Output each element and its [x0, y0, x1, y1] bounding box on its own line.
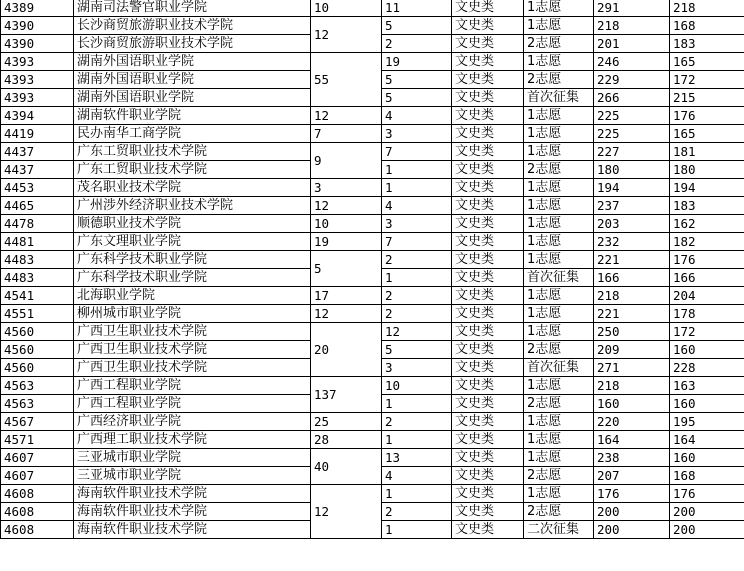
category-cell: 文史类: [452, 413, 524, 431]
round-cell: 2志愿: [524, 395, 594, 413]
admitted-count-cell: 1: [382, 179, 452, 197]
min-score-cell: 204: [670, 287, 744, 305]
table-row: [1, 251, 744, 269]
round-cell: 2志愿: [524, 503, 594, 521]
admitted-count-cell: 5: [382, 341, 452, 359]
plan-count-cell: 9: [311, 143, 382, 179]
round-cell: 首次征集: [524, 89, 594, 107]
school-code-cell: 4465: [1, 197, 74, 215]
round-cell: 1志愿: [524, 431, 594, 449]
min-score-cell: 200: [670, 521, 744, 539]
school-name-cell: 广东科学技术职业学院: [74, 269, 311, 287]
max-score-cell: 166: [594, 269, 670, 287]
plan-count-cell: 5: [311, 251, 382, 287]
admitted-count-cell: 4: [382, 197, 452, 215]
category-cell: 文史类: [452, 377, 524, 395]
school-code-cell: 4393: [1, 53, 74, 71]
table-row: [1, 125, 744, 143]
category-cell: 文史类: [452, 197, 524, 215]
category-cell: 文史类: [452, 125, 524, 143]
max-score-cell: 238: [594, 449, 670, 467]
round-cell: 1志愿: [524, 215, 594, 233]
school-code-cell: 4560: [1, 359, 74, 377]
school-name-cell: 广西卫生职业技术学院: [74, 359, 311, 377]
admitted-count-cell: 4: [382, 107, 452, 125]
school-name-cell: 北海职业学院: [74, 287, 311, 305]
school-name-cell: 柳州城市职业学院: [74, 305, 311, 323]
category-cell: 文史类: [452, 107, 524, 125]
table-row: [1, 413, 744, 431]
plan-count-cell: 25: [311, 413, 382, 431]
school-code-cell: 4560: [1, 323, 74, 341]
school-name-cell: 海南软件职业技术学院: [74, 503, 311, 521]
min-score-cell: 160: [670, 395, 744, 413]
plan-count-cell: 12: [311, 17, 382, 53]
round-cell: 1志愿: [524, 17, 594, 35]
min-score-cell: 165: [670, 53, 744, 71]
school-name-cell: 广西工程职业学院: [74, 377, 311, 395]
school-code-cell: 4437: [1, 161, 74, 179]
min-score-cell: 160: [670, 341, 744, 359]
round-cell: 二次征集: [524, 521, 594, 539]
category-cell: 文史类: [452, 449, 524, 467]
max-score-cell: 232: [594, 233, 670, 251]
max-score-cell: 220: [594, 413, 670, 431]
round-cell: 1志愿: [524, 107, 594, 125]
school-code-cell: 4419: [1, 125, 74, 143]
school-name-cell: 湖南司法警官职业学院: [74, 0, 311, 17]
school-name-cell: 广州涉外经济职业技术学院: [74, 197, 311, 215]
school-name-cell: 海南软件职业技术学院: [74, 485, 311, 503]
category-cell: 文史类: [452, 71, 524, 89]
min-score-cell: 176: [670, 251, 744, 269]
admitted-count-cell: 11: [382, 0, 452, 17]
school-name-cell: 民办南华工商学院: [74, 125, 311, 143]
category-cell: 文史类: [452, 89, 524, 107]
school-name-cell: 长沙商贸旅游职业技术学院: [74, 17, 311, 35]
category-cell: 文史类: [452, 161, 524, 179]
school-name-cell: 广西经济职业学院: [74, 413, 311, 431]
school-name-cell: 广西卫生职业技术学院: [74, 323, 311, 341]
category-cell: 文史类: [452, 179, 524, 197]
category-cell: 文史类: [452, 467, 524, 485]
max-score-cell: 225: [594, 125, 670, 143]
school-code-cell: 4437: [1, 143, 74, 161]
round-cell: 1志愿: [524, 0, 594, 17]
round-cell: 2志愿: [524, 161, 594, 179]
min-score-cell: 165: [670, 125, 744, 143]
plan-count-cell: 10: [311, 0, 382, 17]
round-cell: 首次征集: [524, 269, 594, 287]
plan-count-cell: 3: [311, 179, 382, 197]
max-score-cell: 229: [594, 71, 670, 89]
school-code-cell: 4483: [1, 269, 74, 287]
table-row: [1, 449, 744, 467]
max-score-cell: 250: [594, 323, 670, 341]
category-cell: 文史类: [452, 287, 524, 305]
admitted-count-cell: 2: [382, 305, 452, 323]
plan-count-cell: 55: [311, 53, 382, 107]
max-score-cell: 200: [594, 503, 670, 521]
admitted-count-cell: 7: [382, 143, 452, 161]
category-cell: 文史类: [452, 17, 524, 35]
school-name-cell: 湖南外国语职业学院: [74, 89, 311, 107]
round-cell: 2志愿: [524, 71, 594, 89]
school-code-cell: 4483: [1, 251, 74, 269]
admitted-count-cell: 13: [382, 449, 452, 467]
min-score-cell: 182: [670, 233, 744, 251]
school-code-cell: 4394: [1, 107, 74, 125]
admitted-count-cell: 1: [382, 521, 452, 539]
category-cell: 文史类: [452, 323, 524, 341]
plan-count-cell: 20: [311, 323, 382, 377]
min-score-cell: 200: [670, 503, 744, 521]
table-row: [1, 287, 744, 305]
school-code-cell: 4563: [1, 377, 74, 395]
plan-count-cell: 7: [311, 125, 382, 143]
category-cell: 文史类: [452, 233, 524, 251]
min-score-cell: 162: [670, 215, 744, 233]
round-cell: 1志愿: [524, 143, 594, 161]
min-score-cell: 194: [670, 179, 744, 197]
table-row: [1, 485, 744, 503]
admitted-count-cell: 1: [382, 485, 452, 503]
min-score-cell: 163: [670, 377, 744, 395]
max-score-cell: 266: [594, 89, 670, 107]
school-code-cell: 4393: [1, 89, 74, 107]
round-cell: 1志愿: [524, 179, 594, 197]
admitted-count-cell: 3: [382, 359, 452, 377]
category-cell: 文史类: [452, 503, 524, 521]
round-cell: 1志愿: [524, 323, 594, 341]
table-row: [1, 323, 744, 341]
admitted-count-cell: 1: [382, 431, 452, 449]
min-score-cell: 183: [670, 197, 744, 215]
school-name-cell: 海南软件职业技术学院: [74, 521, 311, 539]
category-cell: 文史类: [452, 341, 524, 359]
max-score-cell: 209: [594, 341, 670, 359]
admitted-count-cell: 5: [382, 71, 452, 89]
max-score-cell: 160: [594, 395, 670, 413]
table-row: [1, 215, 744, 233]
school-name-cell: 顺德职业技术学院: [74, 215, 311, 233]
admitted-count-cell: 1: [382, 269, 452, 287]
max-score-cell: 221: [594, 251, 670, 269]
school-name-cell: 长沙商贸旅游职业技术学院: [74, 35, 311, 53]
min-score-cell: 168: [670, 467, 744, 485]
school-code-cell: 4478: [1, 215, 74, 233]
table-row: [1, 53, 744, 71]
school-name-cell: 湖南外国语职业学院: [74, 53, 311, 71]
table-row: [1, 233, 744, 251]
table-row: [1, 431, 744, 449]
max-score-cell: 201: [594, 35, 670, 53]
min-score-cell: 228: [670, 359, 744, 377]
category-cell: 文史类: [452, 143, 524, 161]
admitted-count-cell: 3: [382, 215, 452, 233]
max-score-cell: 203: [594, 215, 670, 233]
admitted-count-cell: 12: [382, 323, 452, 341]
school-code-cell: 4607: [1, 449, 74, 467]
school-code-cell: 4541: [1, 287, 74, 305]
min-score-cell: 181: [670, 143, 744, 161]
school-name-cell: 广东工贸职业技术学院: [74, 143, 311, 161]
school-name-cell: 广西卫生职业技术学院: [74, 341, 311, 359]
table-row: [1, 377, 744, 395]
table-row: [1, 143, 744, 161]
table-row: [1, 179, 744, 197]
school-name-cell: 广西理工职业技术学院: [74, 431, 311, 449]
min-score-cell: 215: [670, 89, 744, 107]
min-score-cell: 164: [670, 431, 744, 449]
round-cell: 1志愿: [524, 125, 594, 143]
plan-count-cell: 12: [311, 107, 382, 125]
max-score-cell: 246: [594, 53, 670, 71]
max-score-cell: 218: [594, 377, 670, 395]
min-score-cell: 178: [670, 305, 744, 323]
category-cell: 文史类: [452, 53, 524, 71]
school-code-cell: 4390: [1, 17, 74, 35]
school-name-cell: 广东科学技术职业学院: [74, 251, 311, 269]
admitted-count-cell: 3: [382, 125, 452, 143]
max-score-cell: 218: [594, 17, 670, 35]
max-score-cell: 225: [594, 107, 670, 125]
min-score-cell: 160: [670, 449, 744, 467]
school-code-cell: 4560: [1, 341, 74, 359]
school-name-cell: 湖南外国语职业学院: [74, 71, 311, 89]
school-name-cell: 广东文理职业学院: [74, 233, 311, 251]
max-score-cell: 271: [594, 359, 670, 377]
category-cell: 文史类: [452, 359, 524, 377]
max-score-cell: 176: [594, 485, 670, 503]
school-code-cell: 4608: [1, 521, 74, 539]
school-code-cell: 4481: [1, 233, 74, 251]
school-code-cell: 4390: [1, 35, 74, 53]
school-name-cell: 广东工贸职业技术学院: [74, 161, 311, 179]
table-row: [1, 17, 744, 35]
round-cell: 首次征集: [524, 359, 594, 377]
plan-count-cell: 12: [311, 305, 382, 323]
plan-count-cell: 12: [311, 197, 382, 215]
table-row: [1, 107, 744, 125]
min-score-cell: 176: [670, 485, 744, 503]
max-score-cell: 218: [594, 287, 670, 305]
max-score-cell: 180: [594, 161, 670, 179]
school-code-cell: 4608: [1, 503, 74, 521]
max-score-cell: 194: [594, 179, 670, 197]
category-cell: 文史类: [452, 521, 524, 539]
school-name-cell: 茂名职业技术学院: [74, 179, 311, 197]
plan-count-cell: 12: [311, 485, 382, 539]
round-cell: 1志愿: [524, 53, 594, 71]
admitted-count-cell: 2: [382, 503, 452, 521]
admitted-count-cell: 2: [382, 413, 452, 431]
round-cell: 1志愿: [524, 233, 594, 251]
min-score-cell: 172: [670, 71, 744, 89]
max-score-cell: 291: [594, 0, 670, 17]
round-cell: 2志愿: [524, 341, 594, 359]
admitted-count-cell: 4: [382, 467, 452, 485]
category-cell: 文史类: [452, 251, 524, 269]
admitted-count-cell: 7: [382, 233, 452, 251]
min-score-cell: 183: [670, 35, 744, 53]
round-cell: 1志愿: [524, 197, 594, 215]
round-cell: 1志愿: [524, 413, 594, 431]
admitted-count-cell: 5: [382, 17, 452, 35]
school-name-cell: 广西工程职业学院: [74, 395, 311, 413]
plan-count-cell: 17: [311, 287, 382, 305]
min-score-cell: 176: [670, 107, 744, 125]
min-score-cell: 195: [670, 413, 744, 431]
plan-count-cell: 19: [311, 233, 382, 251]
round-cell: 1志愿: [524, 377, 594, 395]
school-name-cell: 三亚城市职业学院: [74, 467, 311, 485]
plan-count-cell: 10: [311, 215, 382, 233]
category-cell: 文史类: [452, 305, 524, 323]
table-row: [1, 197, 744, 215]
min-score-cell: 218: [670, 0, 744, 17]
round-cell: 2志愿: [524, 467, 594, 485]
school-code-cell: 4607: [1, 467, 74, 485]
school-code-cell: 4571: [1, 431, 74, 449]
category-cell: 文史类: [452, 215, 524, 233]
plan-count-cell: 40: [311, 449, 382, 485]
admitted-count-cell: 2: [382, 35, 452, 53]
max-score-cell: 237: [594, 197, 670, 215]
school-code-cell: 4453: [1, 179, 74, 197]
table-row: [1, 305, 744, 323]
school-code-cell: 4608: [1, 485, 74, 503]
school-code-cell: 4389: [1, 0, 74, 17]
min-score-cell: 166: [670, 269, 744, 287]
admitted-count-cell: 2: [382, 251, 452, 269]
max-score-cell: 221: [594, 305, 670, 323]
table-body: [1, 0, 744, 539]
category-cell: 文史类: [452, 269, 524, 287]
admitted-count-cell: 19: [382, 53, 452, 71]
min-score-cell: 168: [670, 17, 744, 35]
max-score-cell: 207: [594, 467, 670, 485]
admitted-count-cell: 10: [382, 377, 452, 395]
round-cell: 1志愿: [524, 305, 594, 323]
round-cell: 1志愿: [524, 251, 594, 269]
round-cell: 1志愿: [524, 287, 594, 305]
category-cell: 文史类: [452, 431, 524, 449]
max-score-cell: 200: [594, 521, 670, 539]
min-score-cell: 180: [670, 161, 744, 179]
admitted-count-cell: 1: [382, 161, 452, 179]
school-name-cell: 三亚城市职业学院: [74, 449, 311, 467]
round-cell: 1志愿: [524, 449, 594, 467]
round-cell: 1志愿: [524, 485, 594, 503]
round-cell: 2志愿: [524, 35, 594, 53]
table-row: [1, 0, 744, 17]
category-cell: 文史类: [452, 0, 524, 17]
school-code-cell: 4393: [1, 71, 74, 89]
plan-count-cell: 137: [311, 377, 382, 413]
max-score-cell: 164: [594, 431, 670, 449]
category-cell: 文史类: [452, 35, 524, 53]
school-code-cell: 4567: [1, 413, 74, 431]
admitted-count-cell: 5: [382, 89, 452, 107]
school-code-cell: 4551: [1, 305, 74, 323]
admitted-count-cell: 2: [382, 287, 452, 305]
category-cell: 文史类: [452, 485, 524, 503]
plan-count-cell: 28: [311, 431, 382, 449]
category-cell: 文史类: [452, 395, 524, 413]
max-score-cell: 227: [594, 143, 670, 161]
admitted-count-cell: 1: [382, 395, 452, 413]
school-code-cell: 4563: [1, 395, 74, 413]
min-score-cell: 172: [670, 323, 744, 341]
school-name-cell: 湖南软件职业学院: [74, 107, 311, 125]
